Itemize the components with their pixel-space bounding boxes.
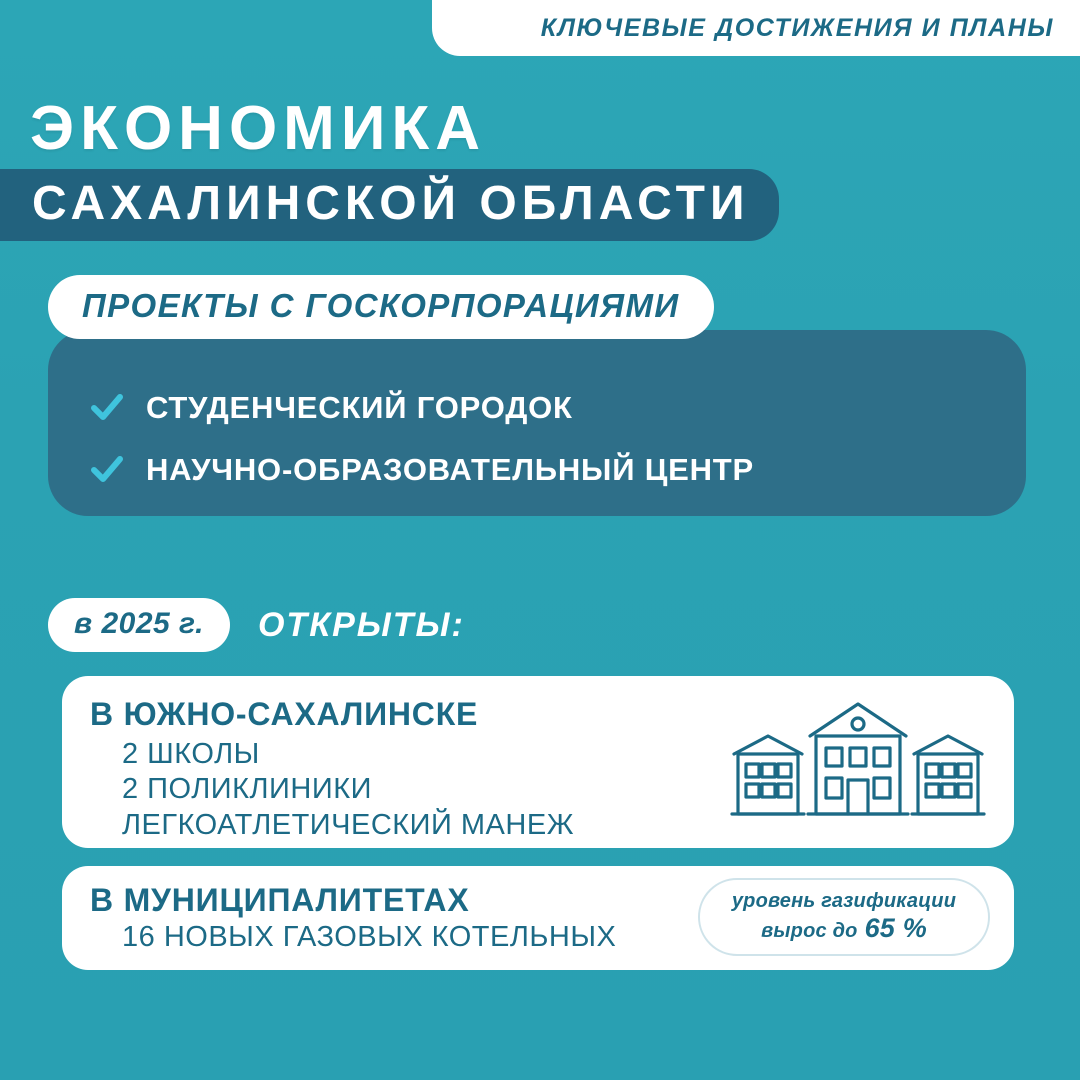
page-title-line2: САХАЛИНСКОЙ ОБЛАСТИ — [0, 169, 779, 241]
page-title-line1: ЭКОНОМИКА — [30, 94, 487, 163]
header-ribbon — [432, 0, 1080, 56]
year-row — [48, 598, 465, 652]
card-city-line: 2 ШКОЛЫ — [122, 738, 260, 770]
card-municipal-title: В МУНИЦИПАЛИТЕТАХ — [90, 882, 470, 918]
card-city-line: 2 ПОЛИКЛИНИКИ — [122, 773, 372, 806]
projects-tab — [48, 275, 714, 339]
gasification-badge-line1: уровень газификации — [731, 890, 957, 912]
page-title-line2-wrap — [0, 169, 779, 241]
gasification-badge-prefix: вырос до — [761, 920, 858, 942]
card-municipal — [62, 866, 1014, 970]
year-badge — [48, 598, 230, 652]
header-kicker: КЛЮЧЕВЫЕ ДОСТИЖЕНИЯ И ПЛАНЫ — [540, 13, 1054, 42]
list-item — [90, 452, 1026, 488]
projects-tab-label: ПРОЕКТЫ С ГОСКОРПОРАЦИЯМИ — [82, 287, 680, 324]
gasification-badge-value: 65 % — [864, 913, 927, 943]
projects-panel — [48, 287, 1026, 516]
project-label: СТУДЕНЧЕСКИЙ ГОРОДОК — [146, 390, 573, 425]
year-badge-label: в 2025 г. — [74, 607, 204, 640]
list-item — [90, 390, 1026, 426]
card-city — [62, 676, 1014, 848]
gasification-badge-line2 — [761, 913, 927, 944]
title-block — [0, 96, 1080, 241]
card-city-title: В ЮЖНО-САХАЛИНСКЕ — [90, 696, 479, 732]
card-municipal-line: 16 НОВЫХ ГАЗОВЫХ КОТЕЛЬНЫХ — [122, 921, 617, 953]
card-city-line: ЛЕГКОАТЛЕТИЧЕСКИЙ МАНЕЖ — [122, 808, 574, 841]
check-icon — [90, 391, 124, 425]
project-label: НАУЧНО-ОБРАЗОВАТЕЛЬНЫЙ ЦЕНТР — [146, 452, 755, 487]
check-icon — [90, 453, 124, 487]
year-caption: ОТКРЫТЫ: — [257, 605, 465, 644]
gasification-badge — [698, 878, 990, 956]
projects-list — [48, 390, 1026, 488]
buildings-icon — [724, 692, 992, 830]
